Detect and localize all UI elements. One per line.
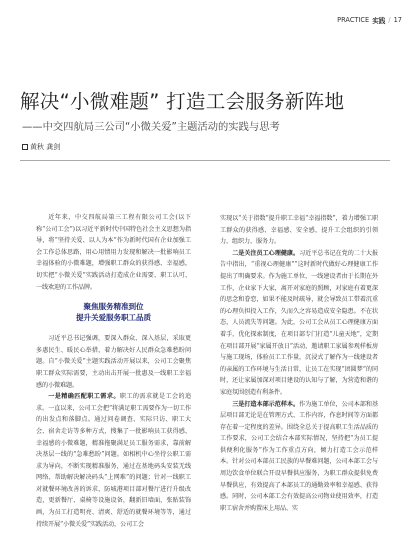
paragraph-text: 习近平总书记在党的二十大报告中指出，“重视心理健康”“这时新时代做好心理健康工作提出了明确要求。作为施工单位，一线建设者由于长期在外工作，企业家下大家，离开对家庭的照顾，对家庭有着更深的思念和眷恋，如果不能及时疏导，就会导致员工带着沉重的心理负担投入工作，久而久之容易造成安全隐患。不在状态，人员流失等问题。为此，公司工会从员工心理健康方面着手，优化探索制度，在项目部专门打造“儿童天地”，定期在项目部开展“家属开放日”活动，邀请职工家属参观样板房与施工现场，体验员工工作量，沉浸式了解作为一线建设者的亲属的工作环境与生活日常，让员工在实现“团圆梦”的同时，还让家属加深对项目建设的认知与了解，为营造和谐的家庭氛围创造有利条件。 (220, 249, 379, 396)
page-number: 17 (393, 16, 402, 24)
body-paragraph: 习近平总书记强调，要深入群众、深入基层，采取更多惠民生、暖民心举措，着力解决好人民群众急难愁盼问题。自“小微关爱”主题实践活动开展以来，公司工会聚焦职工群众实际需要，主动出击开展一批惠及一线职工幸福感的小微难题。 (36, 335, 191, 389)
section-heading-line-2: 提升关爱服务职工品质 (76, 313, 151, 323)
author-box-icon (22, 144, 28, 150)
section-label-en: PRACTICE (337, 16, 370, 24)
article-subtitle: ——中交四航局三公司“小微关爱”主题活动的实践与思考 (22, 121, 280, 133)
intro-paragraph: 近年来，中交四航局第三工程有限公司工会(以下称“公司工会”)以习近平新时代中国特色社会主义思想为指导，将“坚持关爱、以人为本”作为新时代国有企业加强工会工作总体思路，用心用情用力发现和解决一批影响员工幸福体验的小微难题，增强职工群众的获得感、幸福感，切实把“小微关爱”实践活动打造成企业需要、职工认可、一线欢迎的工作品牌。 (36, 214, 191, 291)
paragraph-lead: 二是关注员工心理健康。 (232, 249, 300, 257)
section-heading (36, 301, 191, 323)
section-heading-line-1: 聚焦服务精准到位 (83, 302, 144, 312)
author-names: 黄秋 龚剑 (30, 143, 61, 151)
header-divider: / (388, 16, 391, 24)
page-header (338, 14, 402, 26)
paragraph-text: 职工的需求就是工会的追求。一直以来，公司工会把“将满足职工需要作为一切工作的出发点和落脚点。通过问卷调查、实际只访、职工大会、宿舍走访等多种方式，搜集了一批影响员工获得感、幸福感的小微难题，精准拖聚满足员工服务需求，靠前解决基层一线的“急难愁盼”问题。如相机中心坐待公职工需求为导向，不断实现精准服务，通过在基地码头安装无线网络、帮助解决解决码头“上网难”的问题；针对一线职工对就餐环境改善的诉求，防城港项目部对餐厅进行升级改造，更新餐厅、桌椅等设施设备，翻新旧墙面，张贴装饰画，为员工打造明亮、清爽、舒适的就餐环境等等，通过持续开展“小微关爱”实践活动，公司工会 (36, 393, 191, 528)
body-paragraph (220, 399, 378, 515)
paragraph-lead: 一是精确匹配职工需求。 (48, 393, 120, 401)
title-divider (20, 160, 390, 161)
body-paragraph (220, 248, 378, 399)
section-label-cn: 实践 (372, 17, 386, 25)
article-title: 解决“小微难题” 打造工会服务新阵地 (20, 90, 345, 113)
paragraph-lead: 三是打造本部示范样本。 (232, 400, 300, 408)
left-column (36, 212, 191, 530)
body-paragraph (36, 391, 191, 530)
author-line (22, 142, 60, 152)
paragraph-text: 作为施工单位，公司本部和基层项目部无论是在管理方式、工作内容，作息时间等方面都存在着一定程度的差异。围绕全总关于提高职工生活品质的工作要求，公司工会结合本部实际情况，坚持把“为员工提供便利化服务”作为工作重点方向，倾力打造工会示范样本。针对公司本部员工民族的早餐难问题，公司本部工会与周边饮食单位联合开设早餐供应服务，为职工群众提供免费早餐供应，有效提高了本部员工的通勤效率和幸福感、获得感。同时，公司本部工会有效提高公司物业使用效率，打造职工宿舍并购置床上用品、实 (220, 400, 379, 512)
body-paragraph: 实现以“关于指数”提升职工幸福“幸福指数”，着力增强工职工群众的获得感、幸福感、安全感，提升工会组织的引领力、组织力、服务力。 (220, 215, 378, 246)
right-column (220, 213, 378, 514)
